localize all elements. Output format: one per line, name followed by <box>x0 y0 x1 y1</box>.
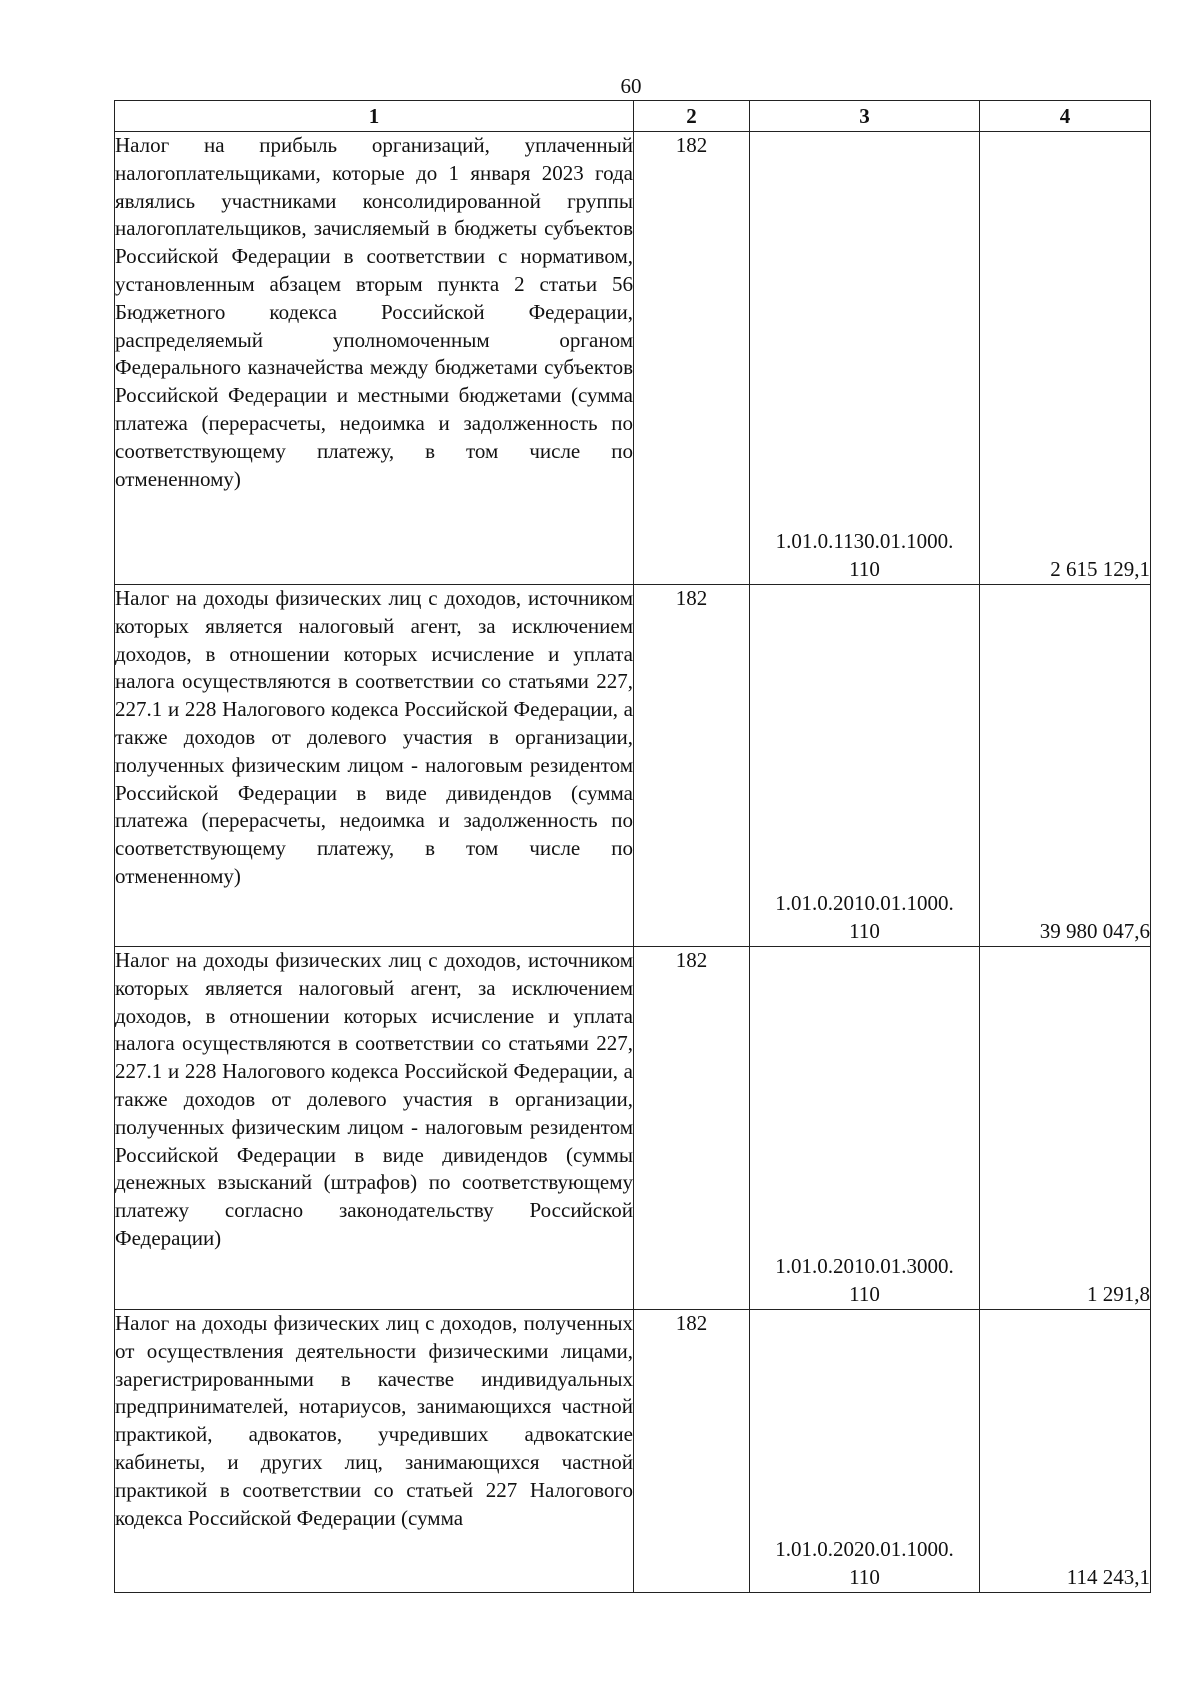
column-header-4: 4 <box>980 101 1151 132</box>
kbk-code: 1.01.0.2010.01.3000. <box>775 1254 954 1279</box>
row-kbk <box>750 585 980 947</box>
row-amount: 2 615 129,1 <box>980 132 1151 585</box>
row-amount: 1 291,8 <box>980 947 1151 1310</box>
kbk-code-suffix: 110 <box>849 557 880 582</box>
table-row <box>115 947 1151 1310</box>
column-header-1: 1 <box>115 101 634 132</box>
row-kbk <box>750 1310 980 1593</box>
row-admin-code: 182 <box>634 947 750 1310</box>
table-row <box>115 132 1151 585</box>
kbk-code: 1.01.0.2010.01.1000. <box>775 891 954 916</box>
kbk-code-suffix: 110 <box>849 1282 880 1307</box>
revenue-table <box>114 100 1151 1593</box>
table-row <box>115 585 1151 947</box>
row-amount: 39 980 047,6 <box>980 585 1151 947</box>
row-admin-code: 182 <box>634 132 750 585</box>
row-description: Налог на доходы физических лиц с доходов, источником которых является налоговый агент, за исключением доходов, в отношении которых исчисление и уплата налога осуществляются в соответствии со статьями 227, 227.1 и 228 Налогового кодекса Российской Федерации, а также доходов от долевого участия в организации, полученных физическим лицом - налоговым резидентом Российской Федерации в виде дивидендов (суммы денежных взысканий (штрафов) по соответствующему платежу согласно законодательству Российской Федерации) <box>115 947 634 1310</box>
row-kbk <box>750 947 980 1310</box>
row-admin-code: 182 <box>634 585 750 947</box>
page-number: 60 <box>620 74 642 98</box>
row-description: Налог на прибыль организаций, уплаченный налогоплательщиками, которые до 1 января 2023 года являлись участниками консолидированной группы налогоплательщиков, зачисляемый в бюджеты субъектов Российской Федерации в соответствии с нормативом, установленным абзацем вторым пункта 2 статьи 56 Бюджетного кодекса Российской Федерации, распределяемый уполномоченным органом Федерального казначейства между бюджетами субъектов Российской Федерации и местными бюджетами (сумма платежа (перерасчеты, недоимка и задолженность по соответствующему платежу, в том числе по отмененному) <box>115 132 634 585</box>
row-description: Налог на доходы физических лиц с доходов, полученных от осуществления деятельности физическими лицами, зарегистрированными в качестве индивидуальных предпринимателей, нотариусов, занимающихся частной практикой, адвокатов, учредивших адвокатские кабинеты, и других лиц, занимающихся частной практикой в соответствии со статьей 227 Налогового кодекса Российской Федерации (сумма <box>115 1310 634 1593</box>
column-header-3: 3 <box>750 101 980 132</box>
table-row <box>115 1310 1151 1593</box>
column-header-2: 2 <box>634 101 750 132</box>
kbk-code-suffix: 110 <box>849 919 880 944</box>
kbk-code-suffix: 110 <box>849 1565 880 1590</box>
kbk-code: 1.01.0.1130.01.1000. <box>775 529 954 554</box>
row-kbk <box>750 132 980 585</box>
row-admin-code: 182 <box>634 1310 750 1593</box>
row-description: Налог на доходы физических лиц с доходов, источником которых является налоговый агент, за исключением доходов, в отношении которых исчисление и уплата налога осуществляются в соответствии со статьями 227, 227.1 и 228 Налогового кодекса Российской Федерации, а также доходов от долевого участия в организации, полученных физическим лицом - налоговым резидентом Российской Федерации в виде дивидендов (сумма платежа (перерасчеты, недоимка и задолженность по соответствующему платежу, в том числе по отмененному) <box>115 585 634 947</box>
row-amount: 114 243,1 <box>980 1310 1151 1593</box>
table-header-row <box>115 101 1151 132</box>
kbk-code: 1.01.0.2020.01.1000. <box>775 1537 954 1562</box>
